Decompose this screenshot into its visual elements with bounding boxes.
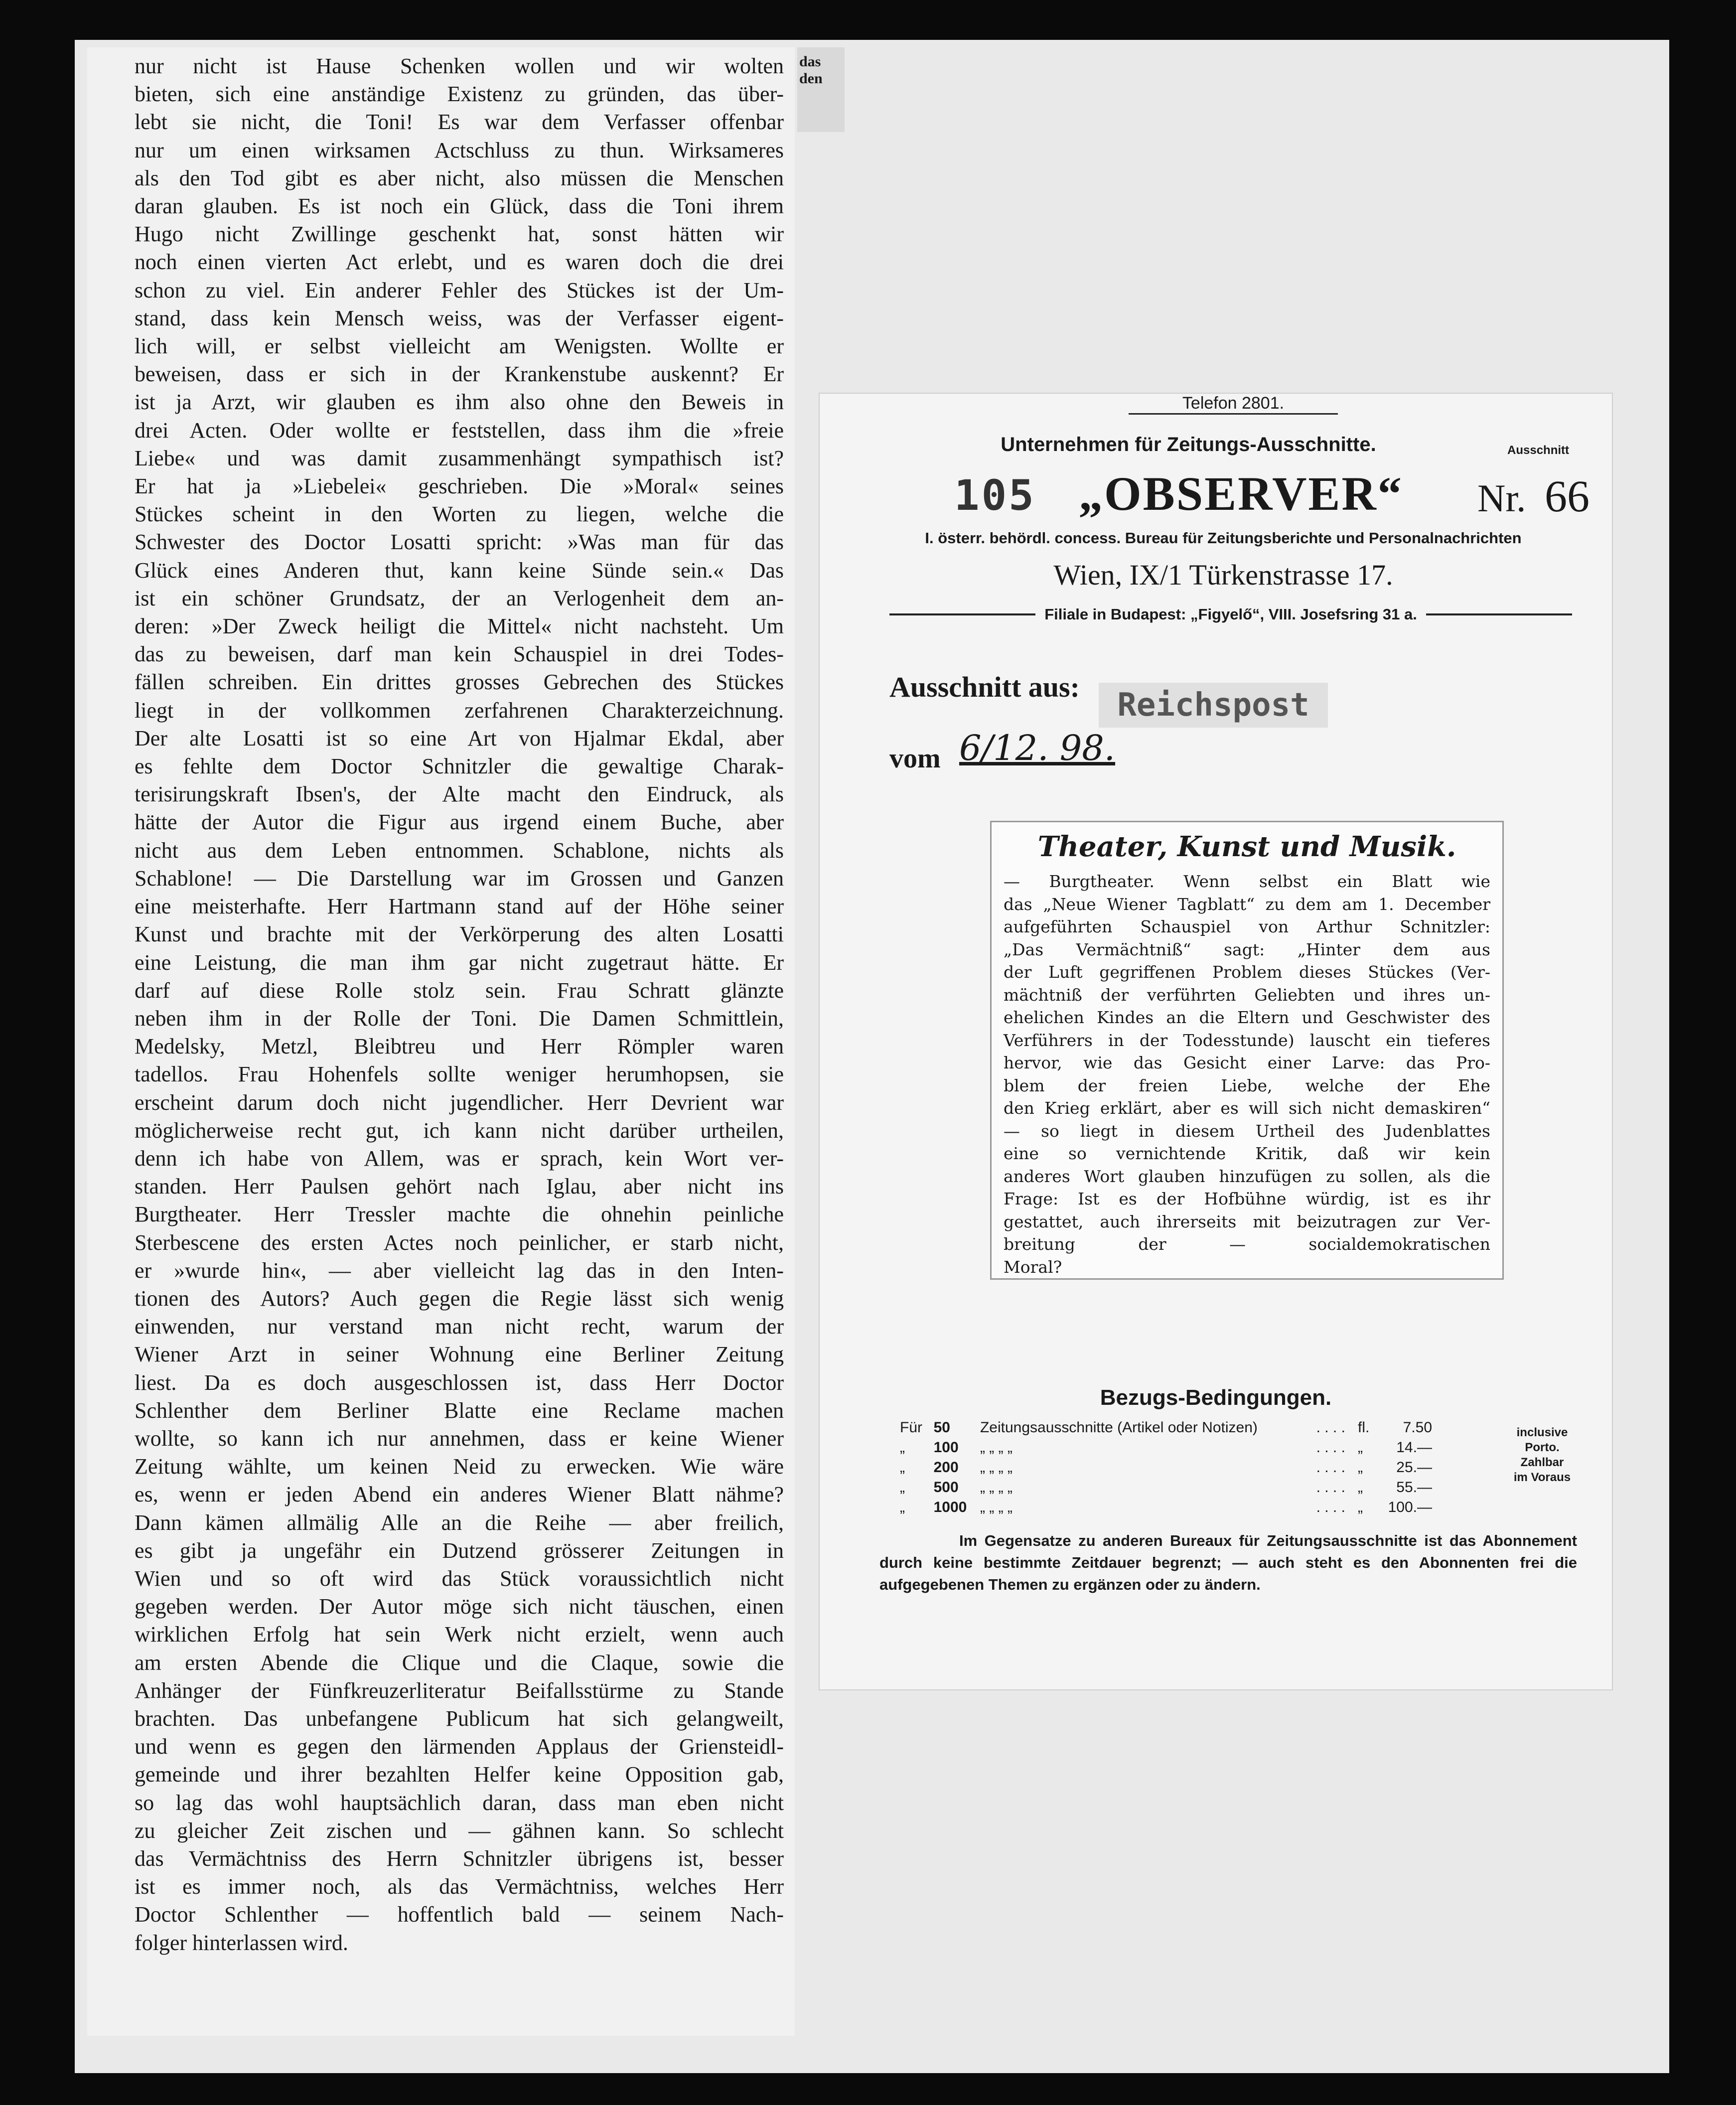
- conditions-text: Im Gegensatze zu anderen Bureaux für Zeitungsausschnitte ist das Abonnement durch keine bestimmte Zeitdauer begrenzt; — auch steht es den Abonnenten frei die aufgegebenen Themen zu ergänzen oder zu ändern.: [879, 1532, 1577, 1593]
- article-line: gemeinde und ihrer bezahlten Helfer keine Opposition gab,: [135, 1762, 784, 1787]
- price-cell-cur: „: [1358, 1459, 1363, 1476]
- article-line: Schlenther dem Berliner Blatte eine Reclame machen: [135, 1398, 784, 1423]
- price-note: [1497, 1425, 1587, 1485]
- clipping-line: das „Neue Wiener Tagblatt“ zu dem am 1. December: [1004, 894, 1490, 914]
- source-stamp: Reichspost: [1099, 683, 1328, 728]
- vom-date-handwritten: 6/12. 98.: [959, 728, 1116, 768]
- article-line: fällen schreiben. Ein drittes grosses Gebrechen des Stückes: [135, 670, 784, 695]
- clipping-line: „Das Vermächtniß“ sagt: „Hinter dem aus: [1004, 939, 1490, 959]
- article-line: deren: »Der Zweck heiligt die Mittel« nicht nachsteht. Um: [135, 614, 784, 639]
- article-line: darf auf diese Rolle stolz sein. Frau Schratt glänzte: [135, 978, 784, 1003]
- article-line: stand, dass kein Mensch weiss, was der Verfasser eigent-: [135, 305, 784, 330]
- article-line: terisirungskraft Ibsen's, der Alte macht den Eindruck, als: [135, 782, 784, 807]
- article-line: eine Leistung, die man ihm gar nicht zugetraut hätte. Er: [135, 950, 784, 975]
- price-cell-qty: 500: [933, 1479, 959, 1496]
- clipping-line: anderes Wort glauben hinzufügen zu sollen, als die: [1004, 1166, 1490, 1186]
- clipping-line: der Luft gegriffenen Problem dieses Stückes (Ver-: [1004, 962, 1490, 982]
- left-newspaper-clipping: [87, 47, 795, 2036]
- price-cell-desc: „ „ „ „: [980, 1459, 1013, 1476]
- clipping-line: eine so vernichtende Kritik, daß wir kein: [1004, 1144, 1490, 1163]
- article-line: am ersten Abende die Clique und die Claque, sowie die: [135, 1650, 784, 1675]
- clipping-line: blem der freien Liebe, welche der Ehe: [1004, 1075, 1490, 1095]
- price-cell-desc: Zeitungsausschnitte (Artikel oder Notizen): [980, 1419, 1258, 1436]
- bezugs-title: Bezugs-Bedingungen.: [1100, 1385, 1332, 1410]
- article-line: gegeben werden. Der Autor möge sich nicht täuschen, einen: [135, 1594, 784, 1619]
- article-line: ist es immer noch, als das Vermächtniss, welches Herr: [135, 1874, 784, 1899]
- ausschnitt-label: Ausschnitt: [1507, 444, 1570, 457]
- article-line: daran glauben. Es ist noch ein Glück, dass die Toni ihrem: [135, 194, 784, 219]
- clipping-line: Frage: Ist es der Hofbühne würdig, ist es ihr: [1004, 1189, 1490, 1208]
- article-line: folger hinterlassen wird.: [135, 1930, 348, 1955]
- article-line: wollte, so kann ich nur annehmen, dass er keine Wiener: [135, 1426, 784, 1451]
- price-cell-qty: 1000: [933, 1499, 967, 1515]
- price-cell-prefix: Für: [900, 1419, 922, 1436]
- article-line: es, wenn er jeden Abend ein anderes Wiener Blatt nähme?: [135, 1482, 784, 1507]
- article-line: das Vermächtniss des Herrn Schnitzler übrigens ist, besser: [135, 1846, 784, 1871]
- article-line: schon zu viel. Ein anderer Fehler des Stückes ist der Um-: [135, 278, 784, 302]
- clipping-line: ehelichen Kindes an die Eltern und Geschwister des: [1004, 1008, 1490, 1027]
- article-line: einwenden, nur verstand man nicht recht, warum der: [135, 1314, 784, 1339]
- article-line: es fehlte dem Doctor Schnitzler die gewaltige Charak-: [135, 754, 784, 779]
- article-line: Glück eines Anderen thut, kann keine Sünde sein.« Das: [135, 558, 784, 583]
- price-cell-dots: . . . .: [1316, 1499, 1345, 1515]
- article-line: erscheint darum doch nicht jugendlicher. Herr Devrient war: [135, 1090, 784, 1115]
- article-line: möglicherweise recht gut, ich kann nicht darüber urtheilen,: [135, 1118, 784, 1143]
- article-line: zu gleicher Zeit zischen und — gähnen kann. So schlecht: [135, 1818, 784, 1843]
- clipping-body: [1004, 870, 1490, 1278]
- nr-value: 66: [1545, 472, 1590, 521]
- article-line: nur nicht ist Hause Schenken wollen und wir wolten: [135, 54, 784, 78]
- price-cell-prefix: „: [900, 1499, 905, 1515]
- article-line: tionen des Autors? Auch gegen die Regie lässt sich wenig: [135, 1286, 784, 1311]
- article-line: nur um einen wirksamen Actschluss zu thun. Wirksameres: [135, 138, 784, 162]
- price-cell-qty: 200: [933, 1459, 959, 1476]
- price-table: [897, 1418, 1435, 1517]
- address: Wien, IX/1 Türkenstrasse 17.: [1053, 559, 1393, 591]
- bureau-line: I. österr. behördl. concess. Bureau für Zeitungsberichte und Personalnachrichten: [925, 529, 1522, 547]
- clipping-line: Moral?: [1004, 1257, 1062, 1277]
- article-line: beweisen, dass er sich in der Krankenstube auskennt? Er: [135, 362, 784, 387]
- price-cell-prefix: „: [900, 1479, 905, 1496]
- price-row: [897, 1458, 1435, 1478]
- article-line: lich will, er selbst vielleicht am Wenigsten. Wollte er: [135, 334, 784, 359]
- article-line: Zeitung wählte, um keinen Neid zu erwecken. Wie wäre: [135, 1454, 784, 1479]
- article-line: Er hat ja »Liebelei« geschrieben. Die »Moral« seines: [135, 474, 784, 499]
- article-line: Sterbescene des ersten Actes noch peinlicher, er starb nicht,: [135, 1230, 784, 1255]
- divider-rule: [1426, 613, 1572, 615]
- price-note-line: Zahlbar: [1520, 1456, 1564, 1469]
- observer-title: „OBSERVER“: [1079, 467, 1403, 520]
- price-cell-price: 100.—: [1388, 1499, 1432, 1515]
- stamp-number: 105: [954, 471, 1036, 520]
- price-row: [897, 1478, 1435, 1498]
- article-line: Wiener Arzt in seiner Wohnung eine Berliner Zeitung: [135, 1342, 784, 1367]
- article-line: Wien und so oft wird das Stück voraussichtlich nicht: [135, 1566, 784, 1591]
- price-cell-price: 7.50: [1403, 1419, 1432, 1436]
- article-line: eine meisterhafte. Herr Hartmann stand auf der Höhe seiner: [135, 894, 784, 919]
- article-line: es gibt ja ungefähr ein Dutzend grösserer Zeitungen in: [135, 1538, 784, 1563]
- filiale-row: [889, 605, 1572, 623]
- price-cell-desc: „ „ „ „: [980, 1479, 1013, 1496]
- article-line: wirklichen Erfolg hat sein Werk nicht erzielt, wenn auch: [135, 1622, 784, 1647]
- price-cell-prefix: „: [900, 1439, 905, 1456]
- price-cell-qty: 50: [933, 1419, 950, 1436]
- article-line: tadellos. Frau Hohenfels sollte weniger herumhopsen, sie: [135, 1062, 784, 1087]
- corner-tab-line: das: [799, 53, 821, 70]
- price-cell-cur: „: [1358, 1499, 1363, 1515]
- clipping-line: breitung der — socialdemokratischen: [1004, 1234, 1490, 1254]
- article-line: Hugo nicht Zwillinge geschenkt hat, sonst hätten wir: [135, 222, 784, 247]
- price-cell-cur: fl.: [1358, 1419, 1370, 1436]
- clipping-line: hervor, wie das Gesicht einer Larve: das Pro-: [1004, 1053, 1490, 1072]
- price-cell-qty: 100: [933, 1439, 959, 1456]
- price-cell-cur: „: [1358, 1479, 1363, 1496]
- price-cell-prefix: „: [900, 1459, 905, 1476]
- vom-label: vom: [889, 743, 941, 774]
- price-note-line: im Voraus: [1513, 1471, 1571, 1484]
- reichspost-clipping: [992, 822, 1502, 1278]
- price-cell-desc: „ „ „ „: [980, 1499, 1013, 1515]
- price-cell-price: 14.—: [1396, 1439, 1432, 1456]
- price-note-line: inclusive: [1516, 1426, 1568, 1439]
- article-line: Liebe« und was damit zusammenhängt sympathisch ist?: [135, 446, 784, 470]
- telefon-line: Telefon 2801.: [1129, 394, 1338, 415]
- article-line: nicht aus dem Leben entnommen. Schablone, nichts als: [135, 838, 784, 863]
- article-line: er »wurde hin«, — aber vielleicht lag das in den Inten-: [135, 1258, 784, 1283]
- filiale-text: Filiale in Budapest: „Figyelő“, VIII. Josefsring 31 a.: [1044, 605, 1417, 623]
- article-line: und wenn es gegen den lärmenden Applaus der Griensteidl-: [135, 1734, 784, 1759]
- clipping-line: Verführers in der Todesstunde) lauscht ein tieferes: [1004, 1030, 1490, 1050]
- article-line: Doctor Schlenther — hoffentlich bald — seinem Nach-: [135, 1902, 784, 1927]
- price-cell-desc: „ „ „ „: [980, 1439, 1013, 1456]
- article-line: ist ja Arzt, wir glauben es ihm also ohne den Beweis in: [135, 390, 784, 415]
- price-note-line: Porto.: [1525, 1441, 1560, 1454]
- corner-tab-fragment: [797, 47, 845, 132]
- article-line: Stückes scheint in den Worten zu liegen, welche die: [135, 502, 784, 527]
- price-cell-dots: . . . .: [1316, 1479, 1345, 1496]
- article-line: lebt sie nicht, die Toni! Es war dem Verfasser offenbar: [135, 110, 784, 135]
- clipping-line: — so liegt in diesem Urtheil des Judenblattes: [1004, 1121, 1490, 1141]
- article-line: so lag das wohl hauptsächlich daran, dass man eben nicht: [135, 1790, 784, 1815]
- price-cell-cur: „: [1358, 1439, 1363, 1456]
- article-line: Burgtheater. Herr Tressler machte die ohnehin peinliche: [135, 1202, 784, 1227]
- article-line: ist ein schöner Grundsatz, der an Verlogenheit dem an-: [135, 586, 784, 610]
- article-line: brachten. Das unbefangene Publicum hat sich gelangweilt,: [135, 1706, 784, 1731]
- article-line: Dann kämen allmälig Alle an die Reihe — aber freilich,: [135, 1510, 784, 1535]
- article-line: Schwester des Doctor Losatti spricht: »Was man für das: [135, 530, 784, 555]
- article-line: als den Tod gibt es aber nicht, also müssen die Menschen: [135, 165, 784, 190]
- article-line: Kunst und brachte mit der Verkörperung des alten Losatti: [135, 922, 784, 947]
- article-line: Schablone! — Die Darstellung war im Grossen und Ganzen: [135, 866, 784, 891]
- article-line: noch einen vierten Act erlebt, und es waren doch die drei: [135, 250, 784, 275]
- article-line: denn ich habe von Allem, was er sprach, kein Wort ver-: [135, 1146, 784, 1171]
- clipping-line: — Burgtheater. Wenn selbst ein Blatt wie: [1004, 872, 1490, 891]
- nr-label: Nr.: [1477, 476, 1526, 520]
- price-cell-price: 55.—: [1396, 1479, 1432, 1496]
- price-row: [897, 1418, 1435, 1438]
- clipping-line: aufgeführten Schauspiel von Arthur Schnitzler:: [1004, 917, 1490, 936]
- article-line: liest. Da es doch ausgeschlossen ist, dass Herr Doctor: [135, 1370, 784, 1395]
- price-row: [897, 1498, 1435, 1517]
- corner-tab-line: den: [799, 70, 823, 87]
- company-tagline: Unternehmen für Zeitungs-Ausschnitte.: [1001, 434, 1376, 455]
- clipping-line: den Krieg erklärt, aber es will sich nicht demaskiren“: [1004, 1098, 1490, 1118]
- article-line: bieten, sich eine anständige Existenz zu gründen, das über-: [135, 82, 784, 107]
- price-cell-price: 25.—: [1396, 1459, 1432, 1476]
- clipping-heading: Theater, Kunst und Musik.: [1037, 830, 1456, 863]
- article-line: Der alte Losatti ist so eine Art von Hjalmar Ekdal, aber: [135, 726, 784, 751]
- article-line: Anhänger der Fünfkreuzerliteratur Beifallsstürme zu Stande: [135, 1678, 784, 1703]
- divider-rule: [889, 613, 1035, 615]
- article-line: standen. Herr Paulsen gehört nach Iglau, aber nicht ins: [135, 1174, 784, 1199]
- article-line: neben ihm in der Rolle der Toni. Die Damen Schmittlein,: [135, 1006, 784, 1031]
- article-line: liegt in der vollkommen zerfahrenen Charakterzeichnung.: [135, 698, 784, 723]
- article-line: hätte der Autor die Figur aus irgend einem Buche, aber: [135, 810, 784, 835]
- price-cell-dots: . . . .: [1316, 1439, 1345, 1456]
- article-line: drei Acten. Oder wollte er feststellen, dass ihm die »freie: [135, 418, 784, 443]
- article-line: Medelsky, Metzl, Bleibtreu und Herr Römpler waren: [135, 1034, 784, 1059]
- clipping-line: mächtniß der verführten Geliebten und ihres un-: [1004, 985, 1490, 1005]
- observer-form-card: [820, 394, 1612, 1689]
- price-cell-dots: . . . .: [1316, 1419, 1345, 1436]
- ausschnitt-aus-label: Ausschnitt aus:: [889, 671, 1080, 703]
- clipping-line: gestattet, auch ihrerseits mit beizutragen zur Ver-: [1004, 1211, 1490, 1231]
- price-cell-dots: . . . .: [1316, 1459, 1345, 1476]
- price-row: [897, 1438, 1435, 1458]
- article-line: das zu beweisen, darf man kein Schauspiel in drei Todes-: [135, 642, 784, 667]
